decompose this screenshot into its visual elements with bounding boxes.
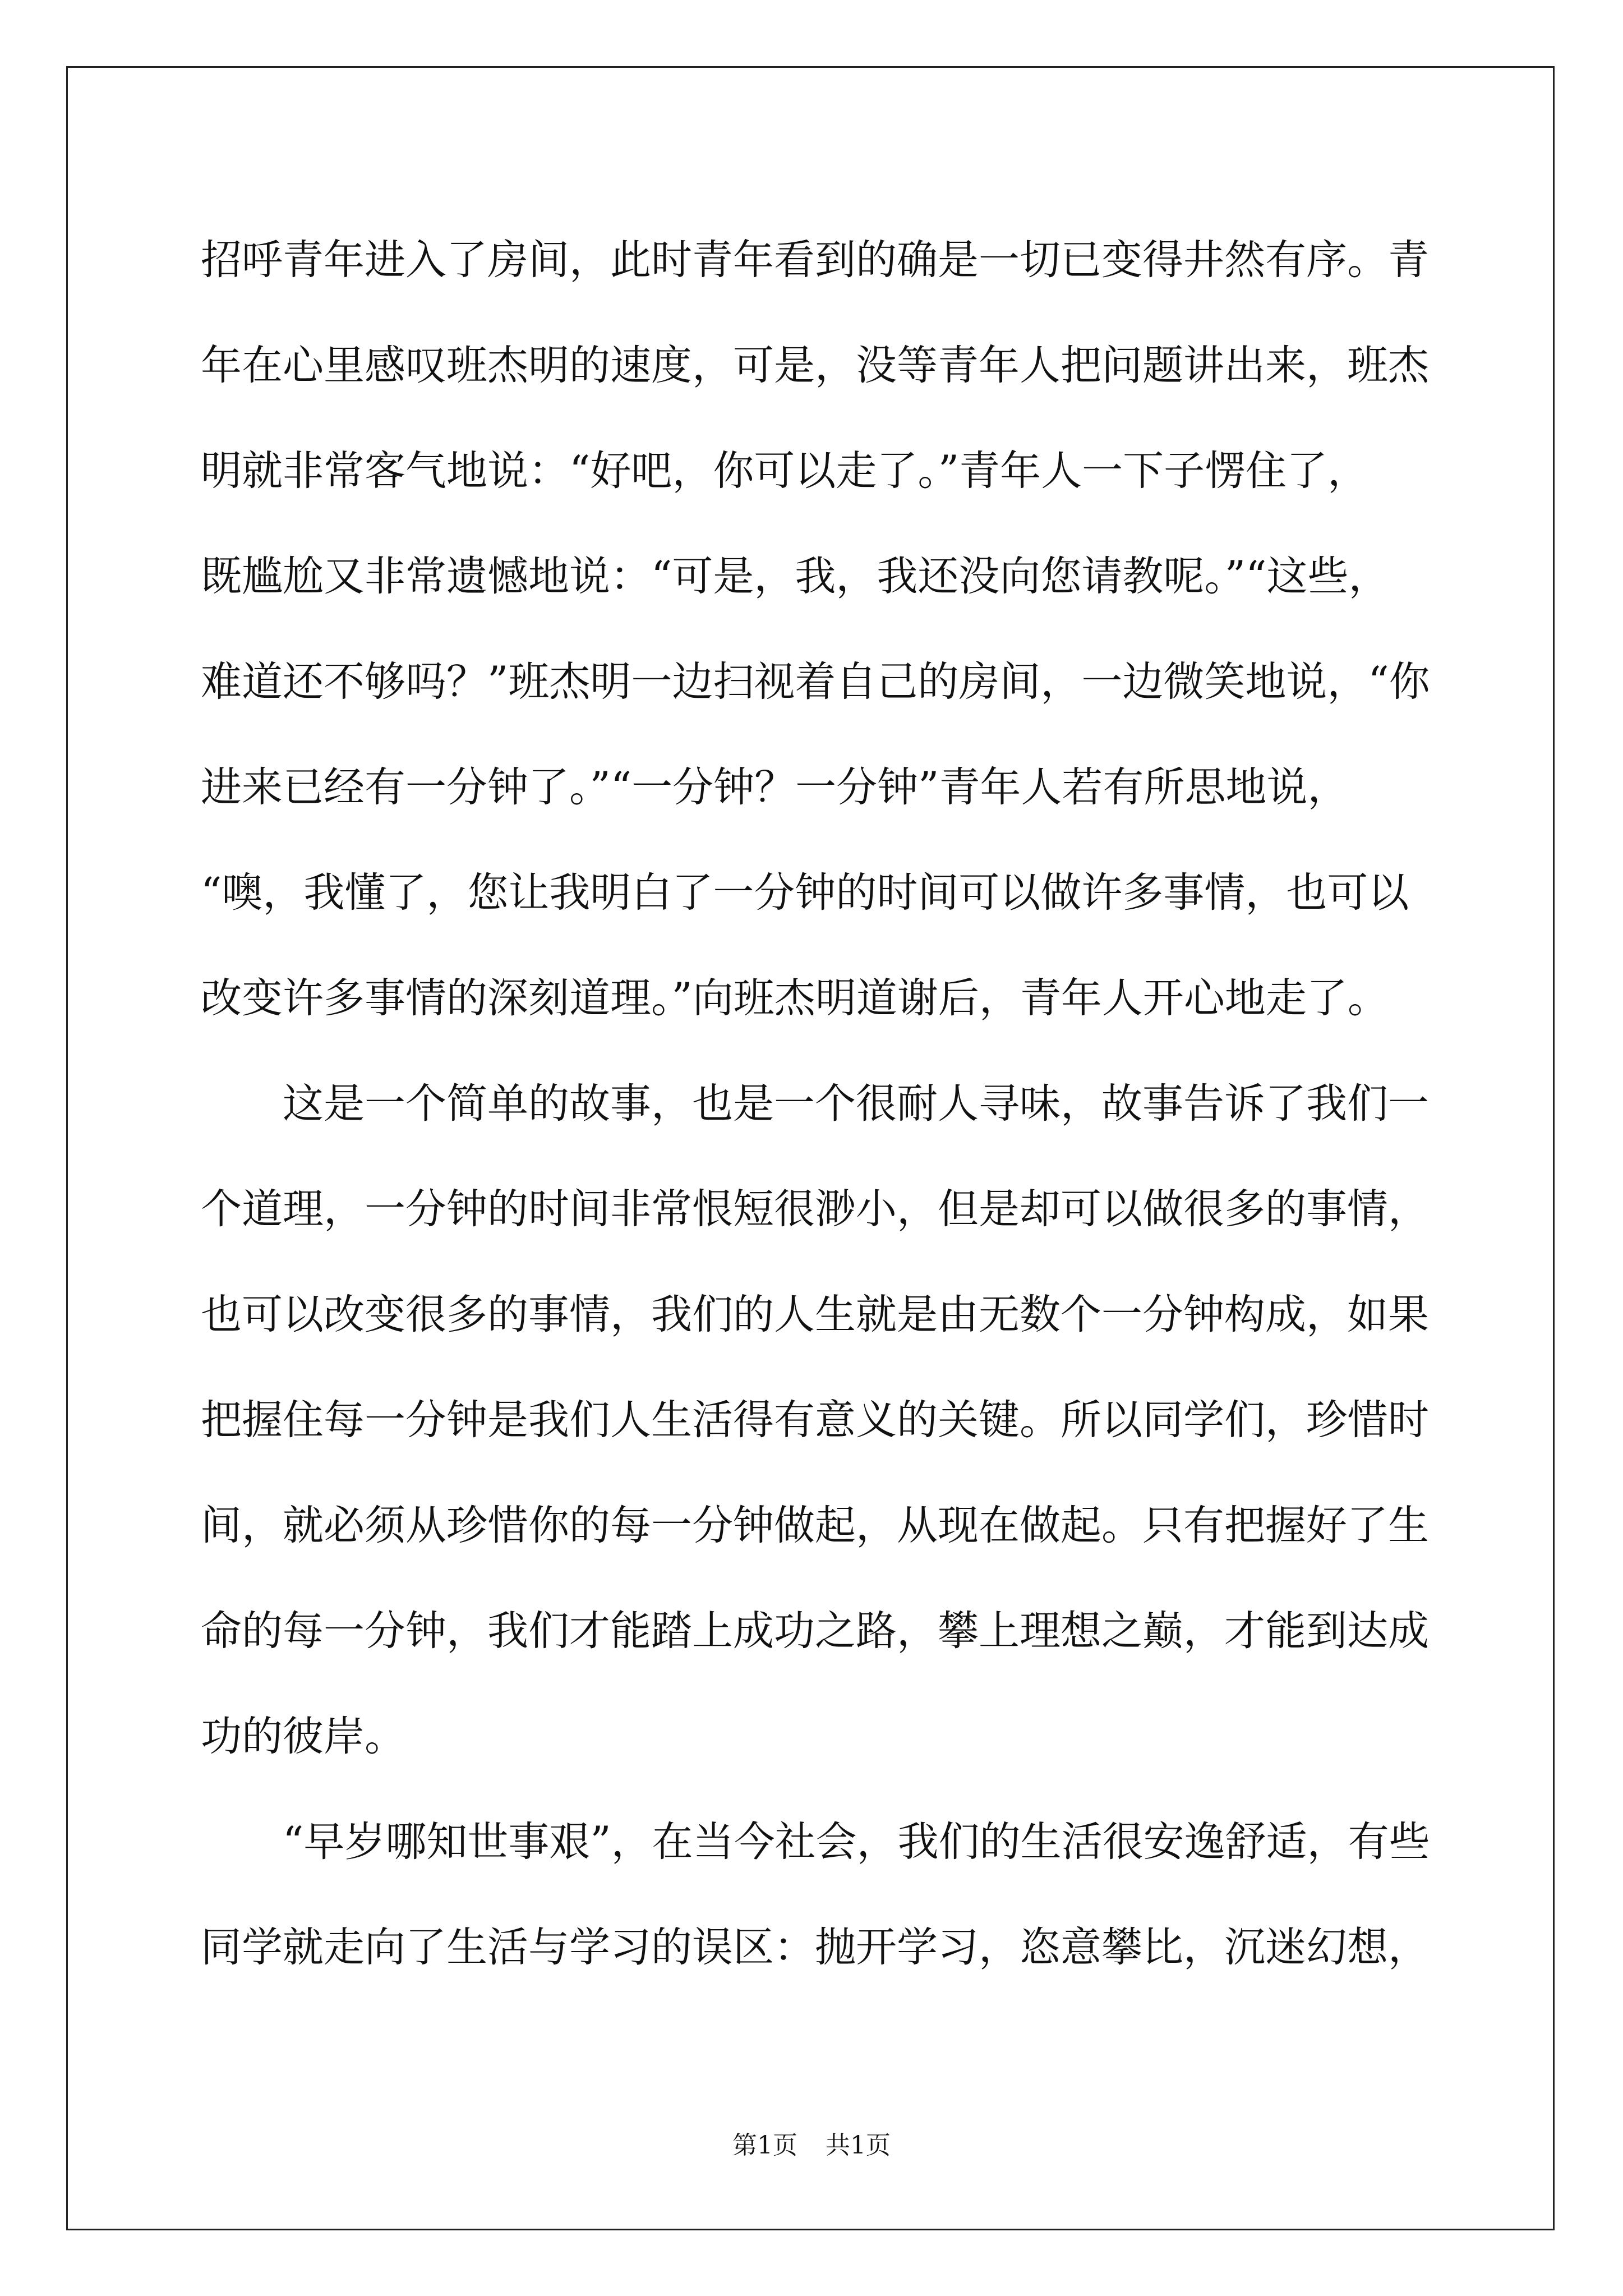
text-line: 同学就走向了生活与学习的误区：抛开学习，恣意攀比，沉迷幻想， (201, 1924, 1429, 1971)
text-line: 也可以改变很多的事情，我们的人生就是由无数个一分钟构成，如果 (201, 1291, 1429, 1338)
text-line: 改变许多事情的深刻道理。”向班杰明道谢后，青年人开心地走了。 (201, 974, 1389, 1022)
text-line: 个道理，一分钟的时间非常恨短很渺小，但是却可以做很多的事情， (201, 1185, 1429, 1233)
text-line: 明就非常客气地说：“好吧，你可以走了。”青年人一下子愣住了， (201, 447, 1369, 495)
text-line: 间，就必须从珍惜你的每一分钟做起，从现在做起。只有把握好了生 (201, 1502, 1429, 1549)
text-line: “噢，我懂了，您让我明白了一分钟的时间可以做许多事情，也可以 (201, 869, 1409, 917)
text-line: 难道还不够吗？”班杰明一边扫视着自己的房间，一边微笑地说，“你 (201, 658, 1430, 706)
text-line: “早岁哪知世事艰”，在当今社会，我们的生活很安逸舒适，有些 (201, 1818, 1430, 1866)
text-line: 招呼青年进入了房间，此时青年看到的确是一切已变得井然有序。青 (201, 236, 1429, 284)
text-line: 功的彼岸。 (201, 1713, 405, 1760)
text-line: 命的每一分钟，我们才能踏上成功之路，攀上理想之巅，才能到达成 (201, 1607, 1429, 1655)
page-footer (0, 2129, 1623, 2162)
text-line: 这是一个简单的故事，也是一个很耐人寻味，故事告诉了我们一 (201, 1080, 1429, 1128)
text-line: 把握住每一分钟是我们人生活得有意义的关键。所以同学们，珍惜时 (201, 1396, 1429, 1444)
text-line: 年在心里感叹班杰明的速度，可是，没等青年人把问题讲出来，班杰 (201, 342, 1429, 389)
text-line: 既尴尬又非常遗憾地说：“可是，我，我还没向您请教呢。”“这些， (201, 553, 1390, 600)
text-line: 进来已经有一分钟了。”“一分钟？一分钟”青年人若有所思地说， (201, 763, 1349, 811)
page-number: 第1页 (732, 2131, 797, 2160)
page-total: 共1页 (826, 2131, 891, 2160)
document-body (201, 208, 1457, 2000)
